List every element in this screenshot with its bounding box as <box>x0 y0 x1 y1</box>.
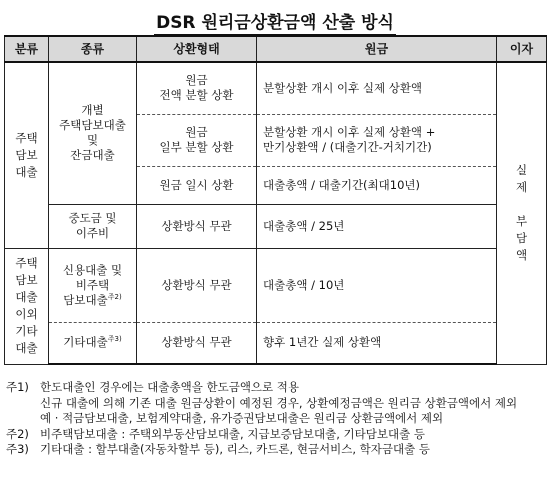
method-cell: 원금 일부 분할 상환 <box>137 114 257 166</box>
table-row <box>5 248 547 322</box>
header-type: 종류 <box>49 36 137 62</box>
footnote-1-line2: 신규 대출에 의해 기존 대출 원금상환이 예정된 경우, 상환예정금액은 원리금 상환금액에서 제외 <box>40 395 518 410</box>
type-credit <box>49 248 137 322</box>
method-cell: 원금 전액 분할 상환 <box>137 62 257 114</box>
header-interest: 이자 <box>497 36 547 62</box>
footnote-3 <box>6 442 546 458</box>
dsr-table <box>4 35 547 365</box>
principal-cell: 분할상환 개시 이후 실제 상환액 <box>257 62 497 114</box>
footnote-1-line3: 예 · 적금담보대출, 보험계약대출, 유가증권담보대출은 원리금 상환금액에서 제외 <box>40 411 444 425</box>
table-row <box>5 322 547 364</box>
table-row <box>5 204 547 248</box>
footnote-2-text: 비주택담보대출 : 주택외부동산담보대출, 지급보증담보대출, 기타담보대출 등 <box>40 426 425 441</box>
footnote-3-text: 기타대출 : 할부대출(자동차할부 등), 리스, 카드론, 현금서비스, 학자금대출 등 <box>40 442 430 456</box>
type-etc-label: 기타대출 <box>63 335 108 350</box>
method-cell: 원금 일시 상환 <box>137 166 257 204</box>
type-etc-footnote: 주3) <box>107 335 122 344</box>
method-cell: 상환방식 무관 <box>137 204 257 248</box>
footnote-1-line1: 한도대출인 경우에는 대출총액을 한도금액으로 적용 <box>40 380 300 394</box>
header-category: 분류 <box>5 36 49 62</box>
type-midterm: 중도금 및 이주비 <box>49 204 137 248</box>
page-title <box>0 8 550 33</box>
type-credit-label: 신용대출 및 비주택 담보대출 <box>62 262 123 307</box>
type-etc <box>49 322 137 364</box>
type-individual: 개별 주택담보대출 및 잔금대출 <box>49 62 137 204</box>
type-credit-footnote: 주2) <box>107 292 122 301</box>
principal-cell: 향후 1년간 실제 상환액 <box>257 322 497 364</box>
footnote-3-mark: 주3) <box>6 442 29 456</box>
footnote-1-mark: 주1) <box>6 380 29 394</box>
principal-cell: 대출총액 / 대출기간(최대10년) <box>257 166 497 204</box>
footnote-2 <box>6 427 546 443</box>
group-housing: 주택 담보 대출 <box>5 62 49 248</box>
principal-cell: 분할상환 개시 이후 실제 상환액 + 만기상환액 / (대출기간-거치기간) <box>257 114 497 166</box>
footnote-2-mark: 주2) <box>6 426 29 441</box>
principal-cell: 대출총액 / 25년 <box>257 204 497 248</box>
group-other: 주택 담보 대출 이외 기타 대출 <box>5 248 49 364</box>
principal-cell: 대출총액 / 10년 <box>257 248 497 322</box>
header-method: 상환형태 <box>137 36 257 62</box>
method-cell: 상환방식 무관 <box>137 322 257 364</box>
footnotes <box>6 380 546 458</box>
title-text: DSR 원리금상환금액 산출 방식 <box>154 13 396 36</box>
footnote-1 <box>6 380 546 396</box>
interest-value: 실 제 부 담 액 <box>497 62 547 364</box>
method-cell: 상환방식 무관 <box>137 248 257 322</box>
table-row <box>5 62 547 114</box>
table-header-row <box>5 36 547 62</box>
header-principal: 원금 <box>257 36 497 62</box>
